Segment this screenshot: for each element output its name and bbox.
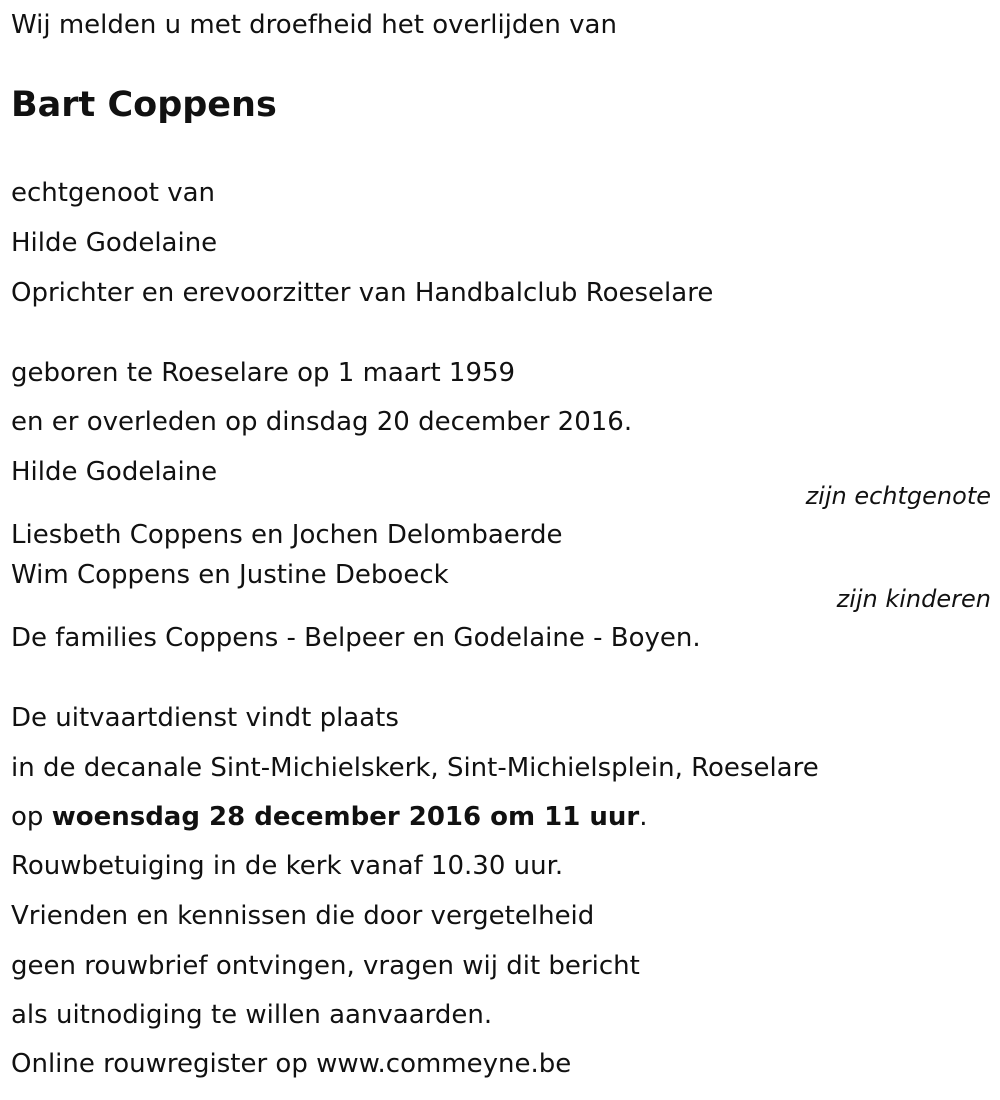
born-text: geboren te Roeselare op 1 maart 1959 [11, 358, 516, 388]
mourner-child-2: Wim Coppens en Justine Deboeck [11, 560, 449, 590]
role-text: Oprichter en erevoorzitter van Handbalclub Roeselare [11, 278, 714, 308]
deceased-name: Bart Coppens [11, 85, 277, 125]
online-register-text: Online rouwregister op www.commeyne.be [11, 1049, 572, 1079]
note-line-2: geen rouwbrief ontvingen, vragen wij dit bericht [11, 951, 640, 981]
mourner-spouse: Hilde Godelaine [11, 457, 218, 487]
note-line-3: als uitnodiging te willen aanvaarden. [11, 1000, 493, 1030]
service-date-line [11, 802, 648, 832]
spouse-role-label: zijn echtgenote [805, 482, 991, 510]
spouse-name: Hilde Godelaine [11, 228, 218, 258]
died-text: en er overleden op dinsdag 20 december 2016. [11, 407, 633, 437]
spouse-of-label: echtgenoot van [11, 178, 216, 208]
note-line-1: Vrienden en kennissen die door vergetelheid [11, 901, 595, 931]
mourner-child-1: Liesbeth Coppens en Jochen Delombaerde [11, 520, 563, 550]
children-role-label: zijn kinderen [836, 585, 991, 613]
families-text: De families Coppens - Belpeer en Godelaine - Boyen. [11, 623, 701, 653]
service-date-prefix: op [11, 802, 52, 832]
intro-text: Wij melden u met droefheid het overlijden van [11, 10, 617, 40]
service-date-time: woensdag 28 december 2016 om 11 uur [51, 802, 640, 832]
service-line-1: De uitvaartdienst vindt plaats [11, 703, 399, 733]
service-location: in de decanale Sint-Michielskerk, Sint-Michielsplein, Roeselare [11, 753, 819, 783]
condolence-text: Rouwbetuiging in de kerk vanaf 10.30 uur. [11, 851, 564, 881]
service-date-suffix: . [639, 802, 648, 832]
